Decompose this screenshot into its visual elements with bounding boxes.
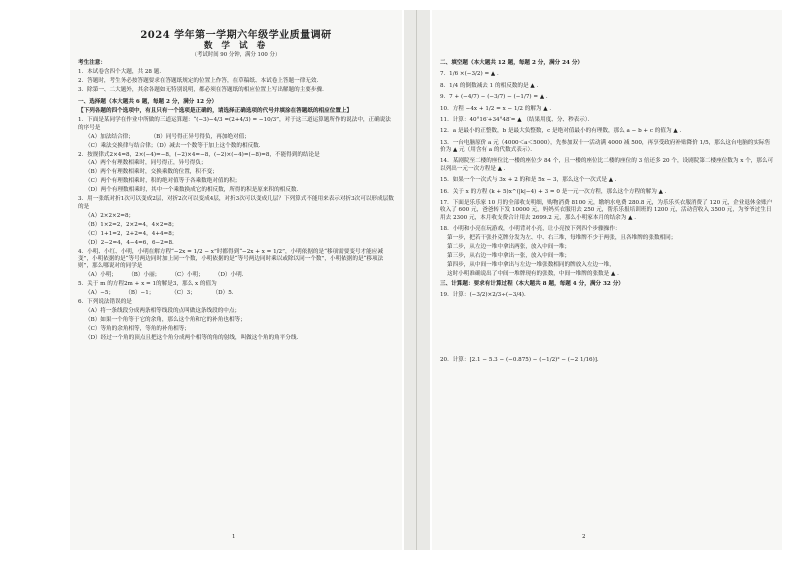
question-18-step: 这时小明准确说出了中间一堆牌现有的张数，中间一堆牌的张数是 ▲ ．	[447, 270, 623, 277]
exam-subtitle: 数 学 试 卷	[203, 41, 269, 51]
question-2-option: （B）两个有理数相乘时，交换乘数的位置，积不变；	[85, 169, 218, 176]
question-1: 1．下面是某同学在作业中所做的三道运算题：“(−3)−4/3 =(2+4/3) = −10/3”，对于这三道运算题所作的说法中，正确说法的序号是	[78, 117, 391, 131]
question-6: 6．下列说法错误的是	[78, 299, 132, 306]
question-18-step: 第二步，从左边一堆中拿出两张，放入中间一堆；	[447, 243, 571, 250]
question-10: 10．方程 −4x + 1/2 = x − 1/2 的解为 ▲ ．	[440, 105, 555, 112]
question-19: 19．计算：(−3/2)×2/3÷(−3/4)．	[440, 291, 530, 298]
answer-space	[440, 335, 774, 357]
question-3-option: （C）1+1=2，2+2=4，4+4=8；	[85, 230, 178, 237]
question-3-option: （D）2−2=4，4−4=6，6−2=8．	[85, 239, 178, 246]
question-9: 9．7 + (−4/7) − (−3/7) − (−1/7) = ▲ ．	[440, 94, 552, 101]
question-18-step: 第四步，从中间一堆中拿出与左边一堆张数相同的牌放入左边一堆，	[447, 261, 615, 268]
question-2-option: （A）两个有理数相乘时，同号得正，异号得负；	[85, 160, 207, 167]
question-15: 15．如果一个一次式与 3x + 2 的和是 5x − 3，那么这个一次式是 ▲ ．	[440, 177, 621, 184]
question-20: 20．计算：[2.1 − 5.3 − (−0.875) − (−1/2)² − (−2 1/16)]．	[440, 356, 603, 363]
question-11: 11．计算：40°16′+34°48′= ▲ （结果用度、分、秒表示）．	[440, 116, 594, 123]
note-item: 3．除第一、二大题外，其余各题如无特别说明，都必须在答题纸的相应位置上写出解题的主要步骤．	[78, 86, 328, 93]
question-6-option: （C）等角的余角相等，等角的补角相等；	[85, 326, 190, 333]
question-4-options: （A）小明； （B）小丽； （C）小明； （D）小明．	[85, 272, 248, 279]
question-3-option: （B）1×2=2，2×2=4，4×2=8；	[85, 221, 178, 228]
question-2-option: （D）两个有理数相乘时，其中一个乘数换成它的相反数，所得的积是原来积的相反数．	[85, 187, 303, 194]
question-3: 3．用一张纸对折1次可以变成2层，对折2次可以变成4层，对折3次可以变成几层？下列算式不能用来表示对折3次可以形成层数的是	[78, 196, 394, 210]
note-item: 2．答题时，考生务必按答题要求在答题纸规定的位置上作答，在草稿纸、本试卷上答题一律无效．	[78, 77, 323, 84]
question-2: 2．按规律式2×4=8，2×(−4)=−8，(−2)×4=−8，(−2)×(−4)=(−8)=8，不能得到的结论是	[78, 151, 320, 158]
exam-title: 2024 学年第一学期六年级学业质量调研	[140, 30, 332, 41]
question-13: 13．一台电脑原价 a 元（4000＜a＜5000），先参加双十一活动满 4000 减 500，再享受政府补贴降价 1/5，那么这台电脑的实际售价为 ▲ 元（用含有 a 的代数式表示）．	[440, 139, 771, 153]
question-18-step: 第一步，把若干张扑克牌分发为左、中、右三堆，每堆牌不少于两张，且各堆牌的张数相同；	[447, 234, 677, 241]
question-5: 5．关于 m 的方程2m + x = 1的解是3，那么 x 的值为	[78, 281, 217, 288]
question-6-option: （A）将一条线段分成两条相等线段的点叫做这条线段的中点；	[85, 308, 241, 315]
exam-time-info: （考试时间 90 分钟，满分 100 分）	[191, 52, 281, 58]
question-8: 8．1/4 的倒数减去 1 的相反数的是 ▲ ．	[440, 82, 543, 89]
question-6-option: （B）如果一个角等于它的余角，那么这个角和它的补角也相等；	[85, 317, 246, 324]
question-4: 4．小明、小红、小明，小明在解方程“−2x = 1/2 − x”时都得到“−2x + x = 1/2”，小明依据的是“移项需要变号才能应减变”，小明依据的是“等号两边同时加上同一个数，小明依据的是“等号两边同时乘以或除以同一个数”，小明依据的是“移项法则”，那么哪说对的同学是	[78, 248, 384, 270]
question-12: 12．a 是最小的正整数，b 是最大负整数，c 是绝对值最小的有理数，那么 a − b + c 的值为 ▲ ．	[440, 128, 686, 135]
question-18-step: 第三步，从右边一堆中拿出一张，放入中间一堆；	[447, 252, 571, 259]
question-3-option: （A）2×2×2=8；	[85, 212, 135, 219]
section3-heading: 三、计算题：要求有计算过程（本大题共 8 题，每题 4 分，满分 32 分）	[440, 281, 624, 288]
page-number: 2	[582, 534, 586, 540]
question-16: 16．关于 x 的方程 (k + 5)x^(|k|−4) + 3 = 0 是一元一次方程，那么这个方程的解为 ▲ ．	[440, 188, 671, 195]
section2-heading: 二、填空题（本大题共 12 题，每题 2 分，满分 24 分）	[440, 60, 584, 66]
fold-line	[416, 10, 417, 550]
question-18: 18．小明和小亮在玩游戏，小明背对小亮，让小亮按下列四个步骤操作：	[440, 226, 621, 232]
question-5-options: （A）−5； （B）−1； （C）3； （D）5．	[85, 290, 238, 297]
note-item: 1．本试卷含四个大题，共 28 题．	[78, 68, 165, 75]
question-14: 14．某剧院至二楼的座位比一楼的座位少 84 个，且一楼的座位比二楼的座位的 3 倍还多 20 个，设剧院第二楼座位数为 x 个，那么可以列出一元一次方程是 ▲ ．	[440, 158, 774, 172]
question-1-option: （A）加法结合律； （B）同号得正异号得负，再加绝对值；	[85, 133, 250, 140]
question-7: 7．1/6 ×(−3/2) = ▲ ．	[440, 71, 503, 78]
section1-heading: 一、选择题（本大题共 6 题，每题 2 分，满分 12 分）	[78, 99, 218, 106]
section1-instructions: 【下列各题的四个选项中，有且只有一个选项是正确的，请选择正确选项的代号并填涂在答题纸的相应位置上】	[78, 108, 353, 115]
question-2-option: （C）两个有理数相乘时，积的绝对值等于各乘数绝对值的积；	[85, 178, 241, 185]
right-page	[432, 10, 782, 550]
question-17: 17．下面是乐乐家 10 月的全部收支明细，购物消费 8100 元，缴纳水电费 280.8 元，为乐乐买衣服消费了 120 元，企业退休金账户收入了 600 元，爸爸转下发 10000 元，妈妈买衣服用去 250 元，帮乐乐报培训班的 1200 元，活动营收入 3500 元，为爷爷过生日用去 2300 元，本月收支费合计用去 2699.2 元，那么小明家本月的结余为 ▲ ．	[440, 199, 773, 221]
answer-space	[440, 301, 774, 335]
left-page	[70, 10, 402, 550]
notes-heading: 考生注意：	[78, 60, 106, 66]
question-1-option: （C）乘法交换律与结合律；（D）减去一个数等于加上这个数的相反数．	[85, 142, 265, 149]
left-content	[78, 60, 394, 344]
page-number: 1	[232, 534, 236, 540]
binding-gutter	[404, 10, 430, 550]
question-6-option: （D）经过一个角的顶点且把这个角分成两个相等的角的射线，叫做这个角的角平分线．	[85, 335, 303, 342]
right-content	[440, 58, 774, 366]
